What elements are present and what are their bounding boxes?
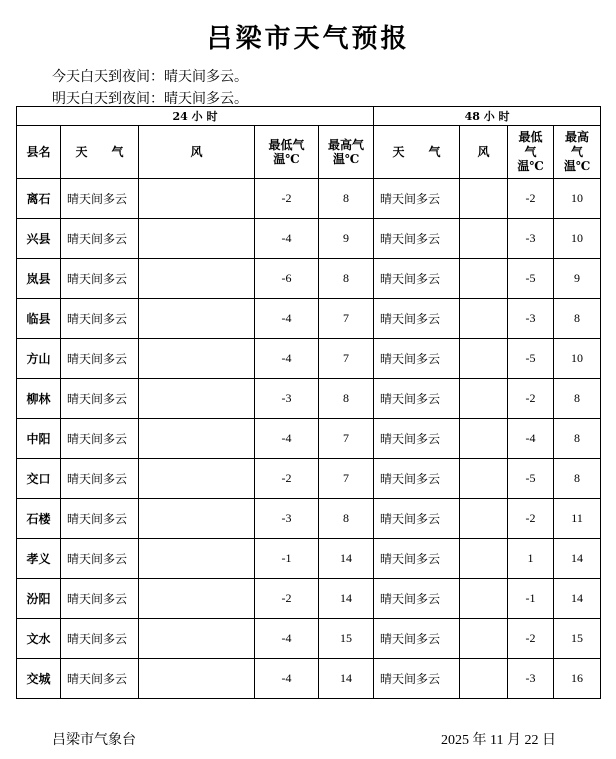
max-temp-48-cell: 8 [554, 419, 601, 459]
min-temp-24-cell: -4 [255, 299, 319, 339]
county-cell: 柳林 [17, 379, 61, 419]
min-temp-24-cell: -2 [255, 459, 319, 499]
max-temp-48-cell: 8 [554, 379, 601, 419]
weather-48-cell: 晴天间多云 [374, 499, 460, 539]
wind-48-cell [460, 659, 508, 699]
max-temp-24-cell: 14 [319, 579, 374, 619]
header-county: 县名 [17, 126, 61, 179]
weather-48-cell: 晴天间多云 [374, 659, 460, 699]
county-cell: 中阳 [17, 419, 61, 459]
min-temp-24-cell: -2 [255, 179, 319, 219]
weather-24-cell: 晴天间多云 [61, 539, 139, 579]
table-row [17, 659, 601, 699]
max-temp-48-cell: 9 [554, 259, 601, 299]
wind-48-cell [460, 539, 508, 579]
min-temp-48-cell: -3 [508, 219, 554, 259]
max-temp-24-cell: 7 [319, 419, 374, 459]
max-temp-48-cell: 16 [554, 659, 601, 699]
max-temp-24-cell: 15 [319, 619, 374, 659]
header-max-48: 最高气温℃ [554, 126, 601, 179]
weather-48-cell: 晴天间多云 [374, 259, 460, 299]
table-row [17, 419, 601, 459]
weather-48-cell: 晴天间多云 [374, 619, 460, 659]
min-temp-48-cell: 1 [508, 539, 554, 579]
min-temp-24-cell: -4 [255, 619, 319, 659]
weather-24-cell: 晴天间多云 [61, 379, 139, 419]
wind-24-cell [139, 219, 255, 259]
header-48h: 48 小 时 [374, 107, 601, 126]
max-temp-48-cell: 15 [554, 619, 601, 659]
table-row [17, 219, 601, 259]
max-temp-24-cell: 7 [319, 459, 374, 499]
min-temp-24-cell: -4 [255, 219, 319, 259]
weather-48-cell: 晴天间多云 [374, 299, 460, 339]
min-temp-48-cell: -4 [508, 419, 554, 459]
table-row [17, 339, 601, 379]
wind-24-cell [139, 259, 255, 299]
header-weather-48: 天 气 [374, 126, 460, 179]
wind-24-cell [139, 419, 255, 459]
wind-24-cell [139, 499, 255, 539]
min-temp-48-cell: -3 [508, 659, 554, 699]
min-temp-24-cell: -2 [255, 579, 319, 619]
max-temp-24-cell: 8 [319, 259, 374, 299]
header-min-24: 最低气温℃ [255, 126, 319, 179]
header-24h: 24 小 时 [17, 107, 374, 126]
min-temp-48-cell: -3 [508, 299, 554, 339]
max-temp-48-cell: 11 [554, 499, 601, 539]
max-temp-24-cell: 7 [319, 299, 374, 339]
wind-24-cell [139, 299, 255, 339]
county-cell: 汾阳 [17, 579, 61, 619]
wind-48-cell [460, 339, 508, 379]
min-temp-24-cell: -4 [255, 419, 319, 459]
max-temp-48-cell: 8 [554, 299, 601, 339]
weather-48-cell: 晴天间多云 [374, 379, 460, 419]
wind-48-cell [460, 379, 508, 419]
min-temp-48-cell: -5 [508, 459, 554, 499]
max-temp-48-cell: 14 [554, 579, 601, 619]
table-row [17, 179, 601, 219]
table-row [17, 499, 601, 539]
summary-tomorrow: 明天白天到夜间：晴天间多云。 [52, 91, 248, 107]
min-temp-48-cell: -5 [508, 339, 554, 379]
wind-48-cell [460, 419, 508, 459]
weather-24-cell: 晴天间多云 [61, 459, 139, 499]
max-temp-24-cell: 14 [319, 659, 374, 699]
min-temp-24-cell: -6 [255, 259, 319, 299]
table-row [17, 539, 601, 579]
wind-48-cell [460, 299, 508, 339]
min-temp-24-cell: -3 [255, 379, 319, 419]
max-temp-48-cell: 8 [554, 459, 601, 499]
weather-24-cell: 晴天间多云 [61, 259, 139, 299]
weather-24-cell: 晴天间多云 [61, 419, 139, 459]
weather-48-cell: 晴天间多云 [374, 179, 460, 219]
max-temp-24-cell: 8 [319, 499, 374, 539]
county-cell: 交城 [17, 659, 61, 699]
weather-24-cell: 晴天间多云 [61, 499, 139, 539]
header-wind-48: 风 [460, 126, 508, 179]
wind-48-cell [460, 219, 508, 259]
county-cell: 方山 [17, 339, 61, 379]
county-cell: 交口 [17, 459, 61, 499]
forecast-rows [17, 179, 601, 699]
max-temp-24-cell: 7 [319, 339, 374, 379]
wind-24-cell [139, 619, 255, 659]
wind-24-cell [139, 579, 255, 619]
table-row [17, 579, 601, 619]
header-wind-24: 风 [139, 126, 255, 179]
table-row [17, 379, 601, 419]
issue-date: 2025 年 11 月 22 日 [441, 733, 556, 748]
table-row [17, 459, 601, 499]
weather-24-cell: 晴天间多云 [61, 179, 139, 219]
table-row [17, 259, 601, 299]
weather-24-cell: 晴天间多云 [61, 619, 139, 659]
wind-48-cell [460, 619, 508, 659]
wind-48-cell [460, 579, 508, 619]
county-cell: 岚县 [17, 259, 61, 299]
max-temp-48-cell: 10 [554, 179, 601, 219]
forecast-table [16, 106, 601, 699]
wind-24-cell [139, 539, 255, 579]
min-temp-48-cell: -2 [508, 379, 554, 419]
wind-24-cell [139, 379, 255, 419]
header-max-24: 最高气温℃ [319, 126, 374, 179]
weather-24-cell: 晴天间多云 [61, 659, 139, 699]
max-temp-48-cell: 14 [554, 539, 601, 579]
weather-24-cell: 晴天间多云 [61, 579, 139, 619]
max-temp-24-cell: 14 [319, 539, 374, 579]
weather-48-cell: 晴天间多云 [374, 539, 460, 579]
max-temp-24-cell: 9 [319, 219, 374, 259]
weather-48-cell: 晴天间多云 [374, 219, 460, 259]
wind-24-cell [139, 459, 255, 499]
weather-48-cell: 晴天间多云 [374, 419, 460, 459]
weather-48-cell: 晴天间多云 [374, 339, 460, 379]
header-min-48: 最低气温℃ [508, 126, 554, 179]
max-temp-24-cell: 8 [319, 379, 374, 419]
wind-48-cell [460, 499, 508, 539]
min-temp-24-cell: -3 [255, 499, 319, 539]
weather-24-cell: 晴天间多云 [61, 339, 139, 379]
county-cell: 石楼 [17, 499, 61, 539]
wind-24-cell [139, 339, 255, 379]
min-temp-48-cell: -2 [508, 179, 554, 219]
max-temp-48-cell: 10 [554, 339, 601, 379]
header-group-row [17, 107, 601, 126]
max-temp-48-cell: 10 [554, 219, 601, 259]
min-temp-24-cell: -4 [255, 659, 319, 699]
header-weather-24: 天 气 [61, 126, 139, 179]
weather-24-cell: 晴天间多云 [61, 219, 139, 259]
weather-24-cell: 晴天间多云 [61, 299, 139, 339]
min-temp-24-cell: -1 [255, 539, 319, 579]
table-row [17, 299, 601, 339]
min-temp-24-cell: -4 [255, 339, 319, 379]
county-cell: 孝义 [17, 539, 61, 579]
wind-24-cell [139, 659, 255, 699]
min-temp-48-cell: -2 [508, 499, 554, 539]
weather-48-cell: 晴天间多云 [374, 459, 460, 499]
wind-48-cell [460, 259, 508, 299]
issuer: 吕梁市气象台 [52, 732, 136, 748]
county-cell: 兴县 [17, 219, 61, 259]
wind-48-cell [460, 459, 508, 499]
summary-today: 今天白天到夜间：晴天间多云。 [52, 69, 248, 85]
header-column-row [17, 126, 601, 179]
wind-24-cell [139, 179, 255, 219]
county-cell: 离石 [17, 179, 61, 219]
table-row [17, 619, 601, 659]
weather-48-cell: 晴天间多云 [374, 579, 460, 619]
county-cell: 文水 [17, 619, 61, 659]
min-temp-48-cell: -2 [508, 619, 554, 659]
wind-48-cell [460, 179, 508, 219]
county-cell: 临县 [17, 299, 61, 339]
page-title: 吕梁市天气预报 [206, 24, 410, 54]
max-temp-24-cell: 8 [319, 179, 374, 219]
min-temp-48-cell: -5 [508, 259, 554, 299]
min-temp-48-cell: -1 [508, 579, 554, 619]
